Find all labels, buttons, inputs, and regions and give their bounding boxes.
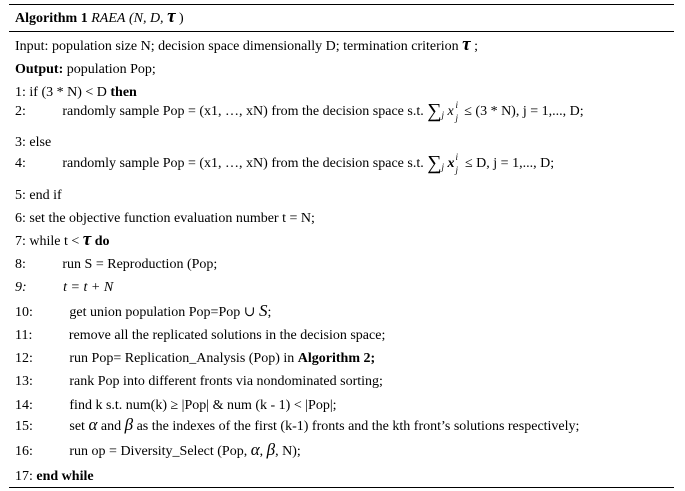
- line-11-text: remove all the replicated solutions in the decision space;: [68, 328, 386, 343]
- line-number: 2:: [15, 104, 26, 119]
- line-4: [15, 152, 555, 175]
- line-4-text: randomly sample Pop = (x1, …, xN) from the decision space s.t.: [62, 156, 424, 171]
- keyword-end-while: end while: [36, 469, 94, 484]
- line-number: 11:: [15, 328, 33, 343]
- line-number: 10:: [15, 305, 33, 320]
- line-10-text: get union population Pop=Pop ∪: [69, 305, 256, 320]
- line-11: [15, 328, 386, 344]
- line-5: [15, 188, 62, 204]
- line-3-text: 3: else: [15, 135, 52, 150]
- line-9-text: t = t + N: [63, 280, 114, 295]
- line-4-body: [62, 152, 555, 175]
- sum-index: j: [441, 162, 444, 172]
- line-2-condition: ≤ (3 * N), j = 1,..., D;: [464, 104, 584, 119]
- alpha-symbol: α: [250, 440, 260, 459]
- input-text: Input: population size N; decision space dimensionally D; termination criterion: [15, 39, 459, 54]
- line-12-text: run Pop= Replication_Analysis (Pop) in: [69, 351, 295, 366]
- line-15-body: [69, 415, 580, 434]
- alpha-symbol: α: [88, 415, 98, 434]
- line-5-text: 5: end if: [15, 188, 62, 203]
- line-15-set: set: [69, 419, 85, 434]
- input-line: [15, 34, 478, 55]
- line-number: 9:: [15, 280, 27, 295]
- sum-symbol: ∑: [427, 100, 442, 122]
- algorithm-name: RAEA: [91, 11, 126, 26]
- line-16-text: run op = Diversity_Select (Pop,: [69, 444, 248, 459]
- superscript: i: [455, 152, 459, 162]
- output-text: population Pop;: [66, 62, 156, 77]
- line-7: [15, 229, 110, 250]
- line-15-and: and: [100, 419, 122, 434]
- line-10-end: ;: [267, 305, 272, 320]
- line-2-body: [62, 100, 584, 123]
- line-6: [15, 211, 315, 227]
- algorithm-2-ref: Algorithm 2;: [297, 351, 376, 366]
- variable-x: [447, 100, 459, 123]
- line-2-text: randomly sample Pop = (x1, …, xN) from the decision space s.t.: [62, 104, 424, 119]
- keyword-do: do: [94, 234, 110, 249]
- sum-index: j: [441, 110, 444, 120]
- output-line: [15, 62, 156, 78]
- output-label: Output:: [15, 62, 64, 77]
- beta-symbol: β: [266, 440, 276, 459]
- line-10: [15, 301, 272, 321]
- line-4-condition: ≤ D, j = 1,..., D;: [465, 156, 555, 171]
- line-16-body: [69, 440, 301, 459]
- line-number: 15:: [15, 419, 33, 434]
- line-10-body: [69, 301, 272, 320]
- variable-x: [447, 152, 459, 175]
- line-8-text: run S = Reproduction (Pop;: [62, 257, 218, 272]
- algorithm-title: [15, 6, 184, 27]
- tau-symbol: τ: [462, 34, 471, 55]
- line-number: 8:: [15, 257, 26, 272]
- line-13: [15, 374, 383, 390]
- line-3: [15, 135, 51, 151]
- algorithm-header: [9, 5, 674, 32]
- line-16-end: , N);: [275, 444, 301, 459]
- line-13-text: rank Pop into different fronts via nondominated sorting;: [69, 374, 383, 389]
- line-14-text: find k s.t. num(k) ≥ |Pop| & num (k - 1) < |Pop|;: [69, 398, 337, 413]
- tau-symbol: τ: [167, 6, 176, 27]
- algorithm-params: (N, D,: [128, 11, 164, 26]
- line-6-text: 6: set the objective function evaluation number t = N;: [15, 211, 315, 226]
- keyword-then: then: [110, 85, 137, 100]
- line-16-comma: ,: [259, 444, 264, 459]
- line-14: [15, 398, 337, 414]
- line-number: 16:: [15, 444, 33, 459]
- superscript: i: [455, 100, 459, 110]
- line-7-text: 7: while t <: [15, 234, 80, 249]
- input-end: ;: [474, 39, 478, 54]
- algorithm-box: [9, 4, 674, 488]
- set-s-symbol: S: [258, 301, 268, 320]
- variable-x-letter: x: [447, 104, 454, 119]
- algorithm-label: Algorithm 1: [15, 11, 88, 26]
- variable-x-letter: x: [447, 156, 455, 171]
- line-number: 14:: [15, 398, 33, 413]
- line-number: 12:: [15, 351, 33, 366]
- line-8: [15, 257, 218, 273]
- line-12-body: [69, 351, 375, 366]
- line-number: 4:: [15, 156, 26, 171]
- sum-symbol: ∑: [427, 152, 442, 174]
- line-1: [15, 85, 137, 101]
- line-16: [15, 440, 301, 460]
- line-15: [15, 415, 580, 435]
- line-15-text: as the indexes of the first (k-1) fronts and the kth front’s solutions respectively;: [136, 419, 580, 434]
- subscript: j: [455, 113, 459, 123]
- tau-symbol: τ: [82, 229, 92, 250]
- line-12: [15, 351, 376, 367]
- subscript: j: [455, 165, 459, 175]
- line-number: 13:: [15, 374, 33, 389]
- line-1-text: 1: if (3 * N) < D: [15, 85, 107, 100]
- line-number: 17:: [15, 469, 33, 484]
- algorithm-params-end: ): [179, 11, 184, 26]
- line-9: [15, 280, 114, 296]
- line-2: [15, 100, 584, 123]
- line-17: [15, 469, 94, 485]
- beta-symbol: β: [124, 415, 134, 434]
